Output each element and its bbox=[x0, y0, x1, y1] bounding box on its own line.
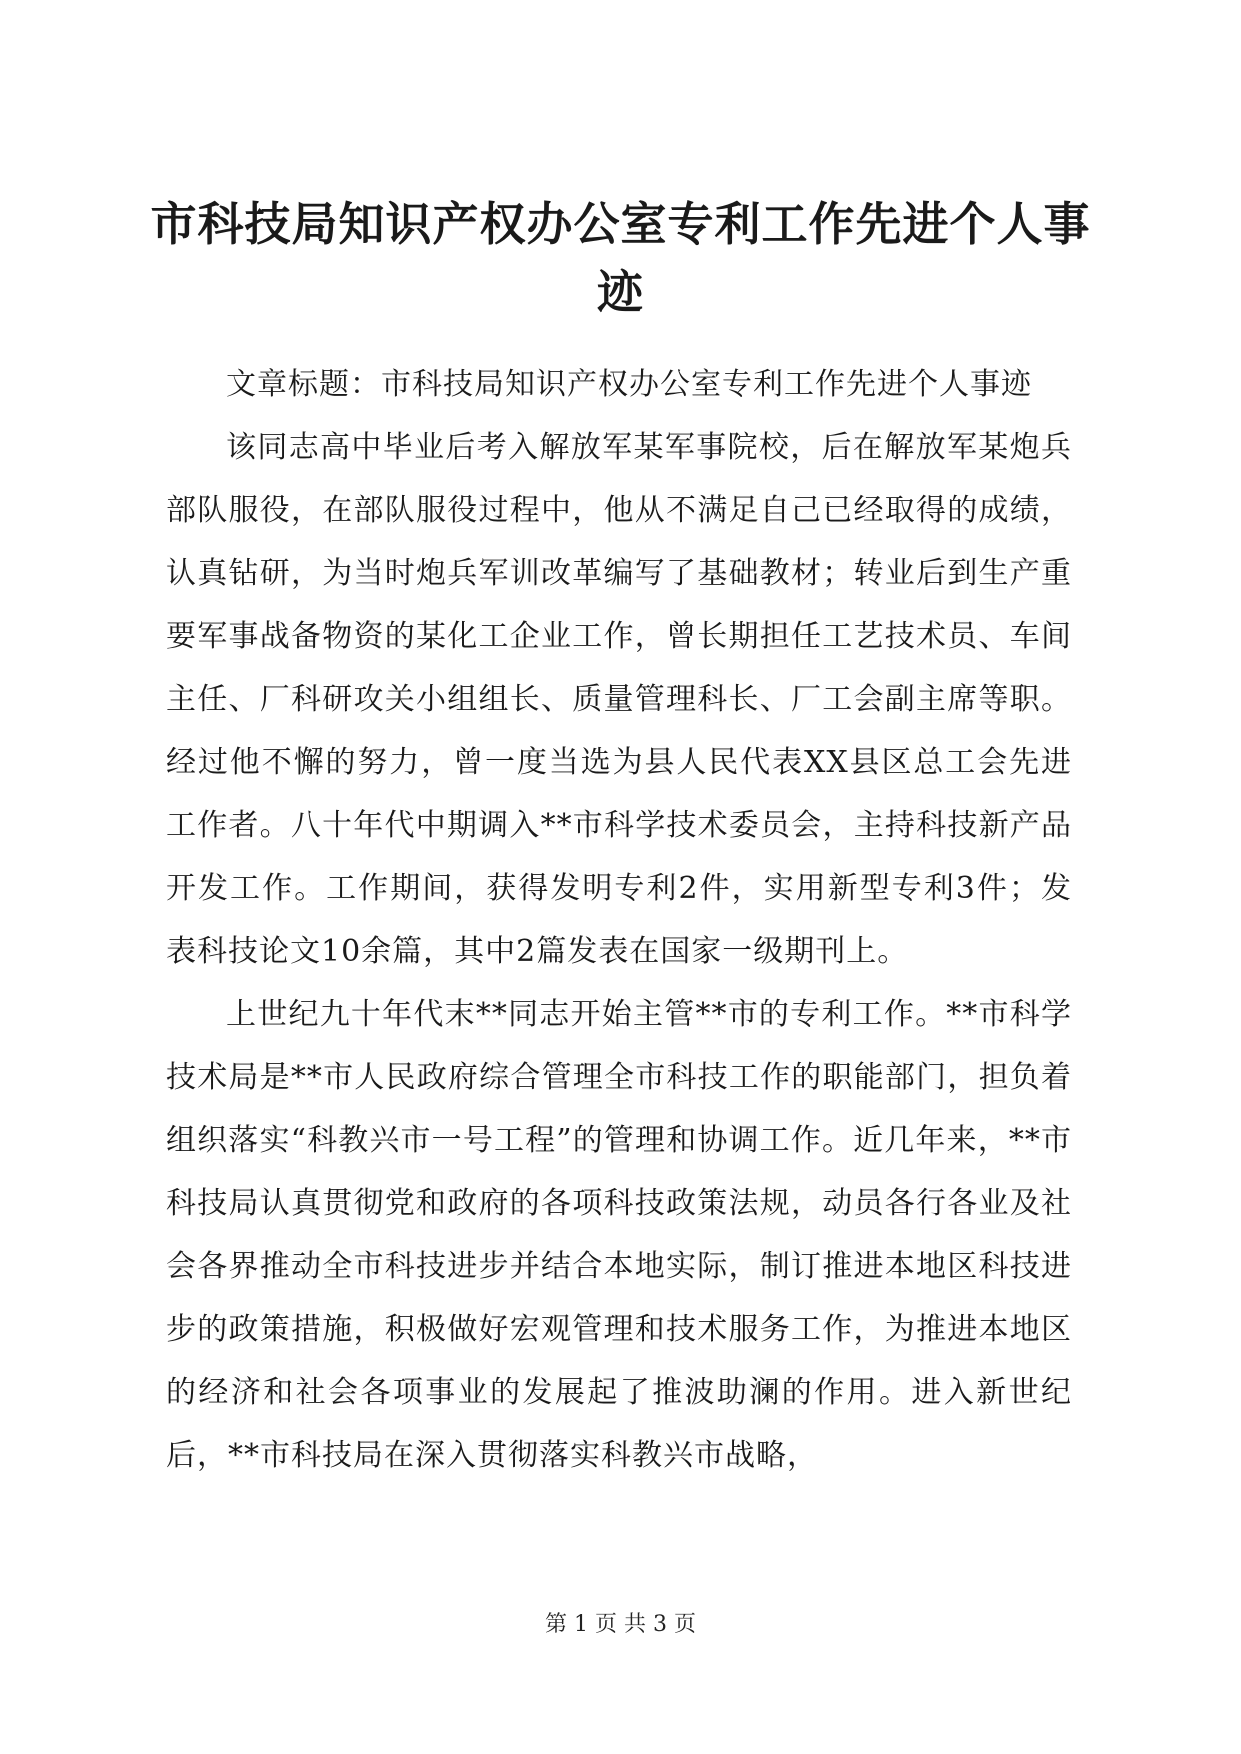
paragraph-article-title: 文章标题：市科技局知识产权办公室专利工作先进个人事迹 bbox=[226, 367, 1032, 402]
page-number-footer: 第 1 页 共 3 页 bbox=[545, 1612, 696, 1637]
paragraph-patent-work: 上世纪九十年代末**同志开始主管**市的专利工作。**市科学技术局是**市人民政府综合管理全市科技工作的职能部门，担负着组织落实“科教兴市一号工程”的管理和协调工作。近几年来，**市科技局认真贯彻党和政府的各项科技政策法规，动员各行各业及社会各界推动全市科技进步并结合本地实际，制订推进本地区科技进步的政策措施，积极做好宏观管理和技术服务工作，为推进本地区的经济和社会各项事业的发展起了推波助澜的作用。进入新世纪后，**市科技局在深入贯彻落实科教兴市战略， bbox=[166, 997, 1072, 1473]
paragraph-background: 该同志高中毕业后考入解放军某军事院校，后在解放军某炮兵部队服役，在部队服役过程中，他从不满足自己已经取得的成绩，认真钻研，为当时炮兵军训改革编写了基础教材；转业后到生产重要军事战备物资的某化工企业工作，曾长期担任工艺技术员、车间主任、厂科研攻关小组组长、质量管理科长、厂工会副主席等职。经过他不懈的努力，曾一度当选为县人民代表XX县区总工会先进工作者。八十年代中期调入**市科学技术委员会，主持科技新产品开发工作。工作期间，获得发明专利2件，实用新型专利3件；发表科技论文10余篇，其中2篇发表在国家一级期刊上。 bbox=[166, 430, 1072, 969]
document-body bbox=[166, 353, 1072, 1487]
document-title: 市科技局知识产权办公室专利工作先进个人事迹 bbox=[150, 197, 1091, 319]
